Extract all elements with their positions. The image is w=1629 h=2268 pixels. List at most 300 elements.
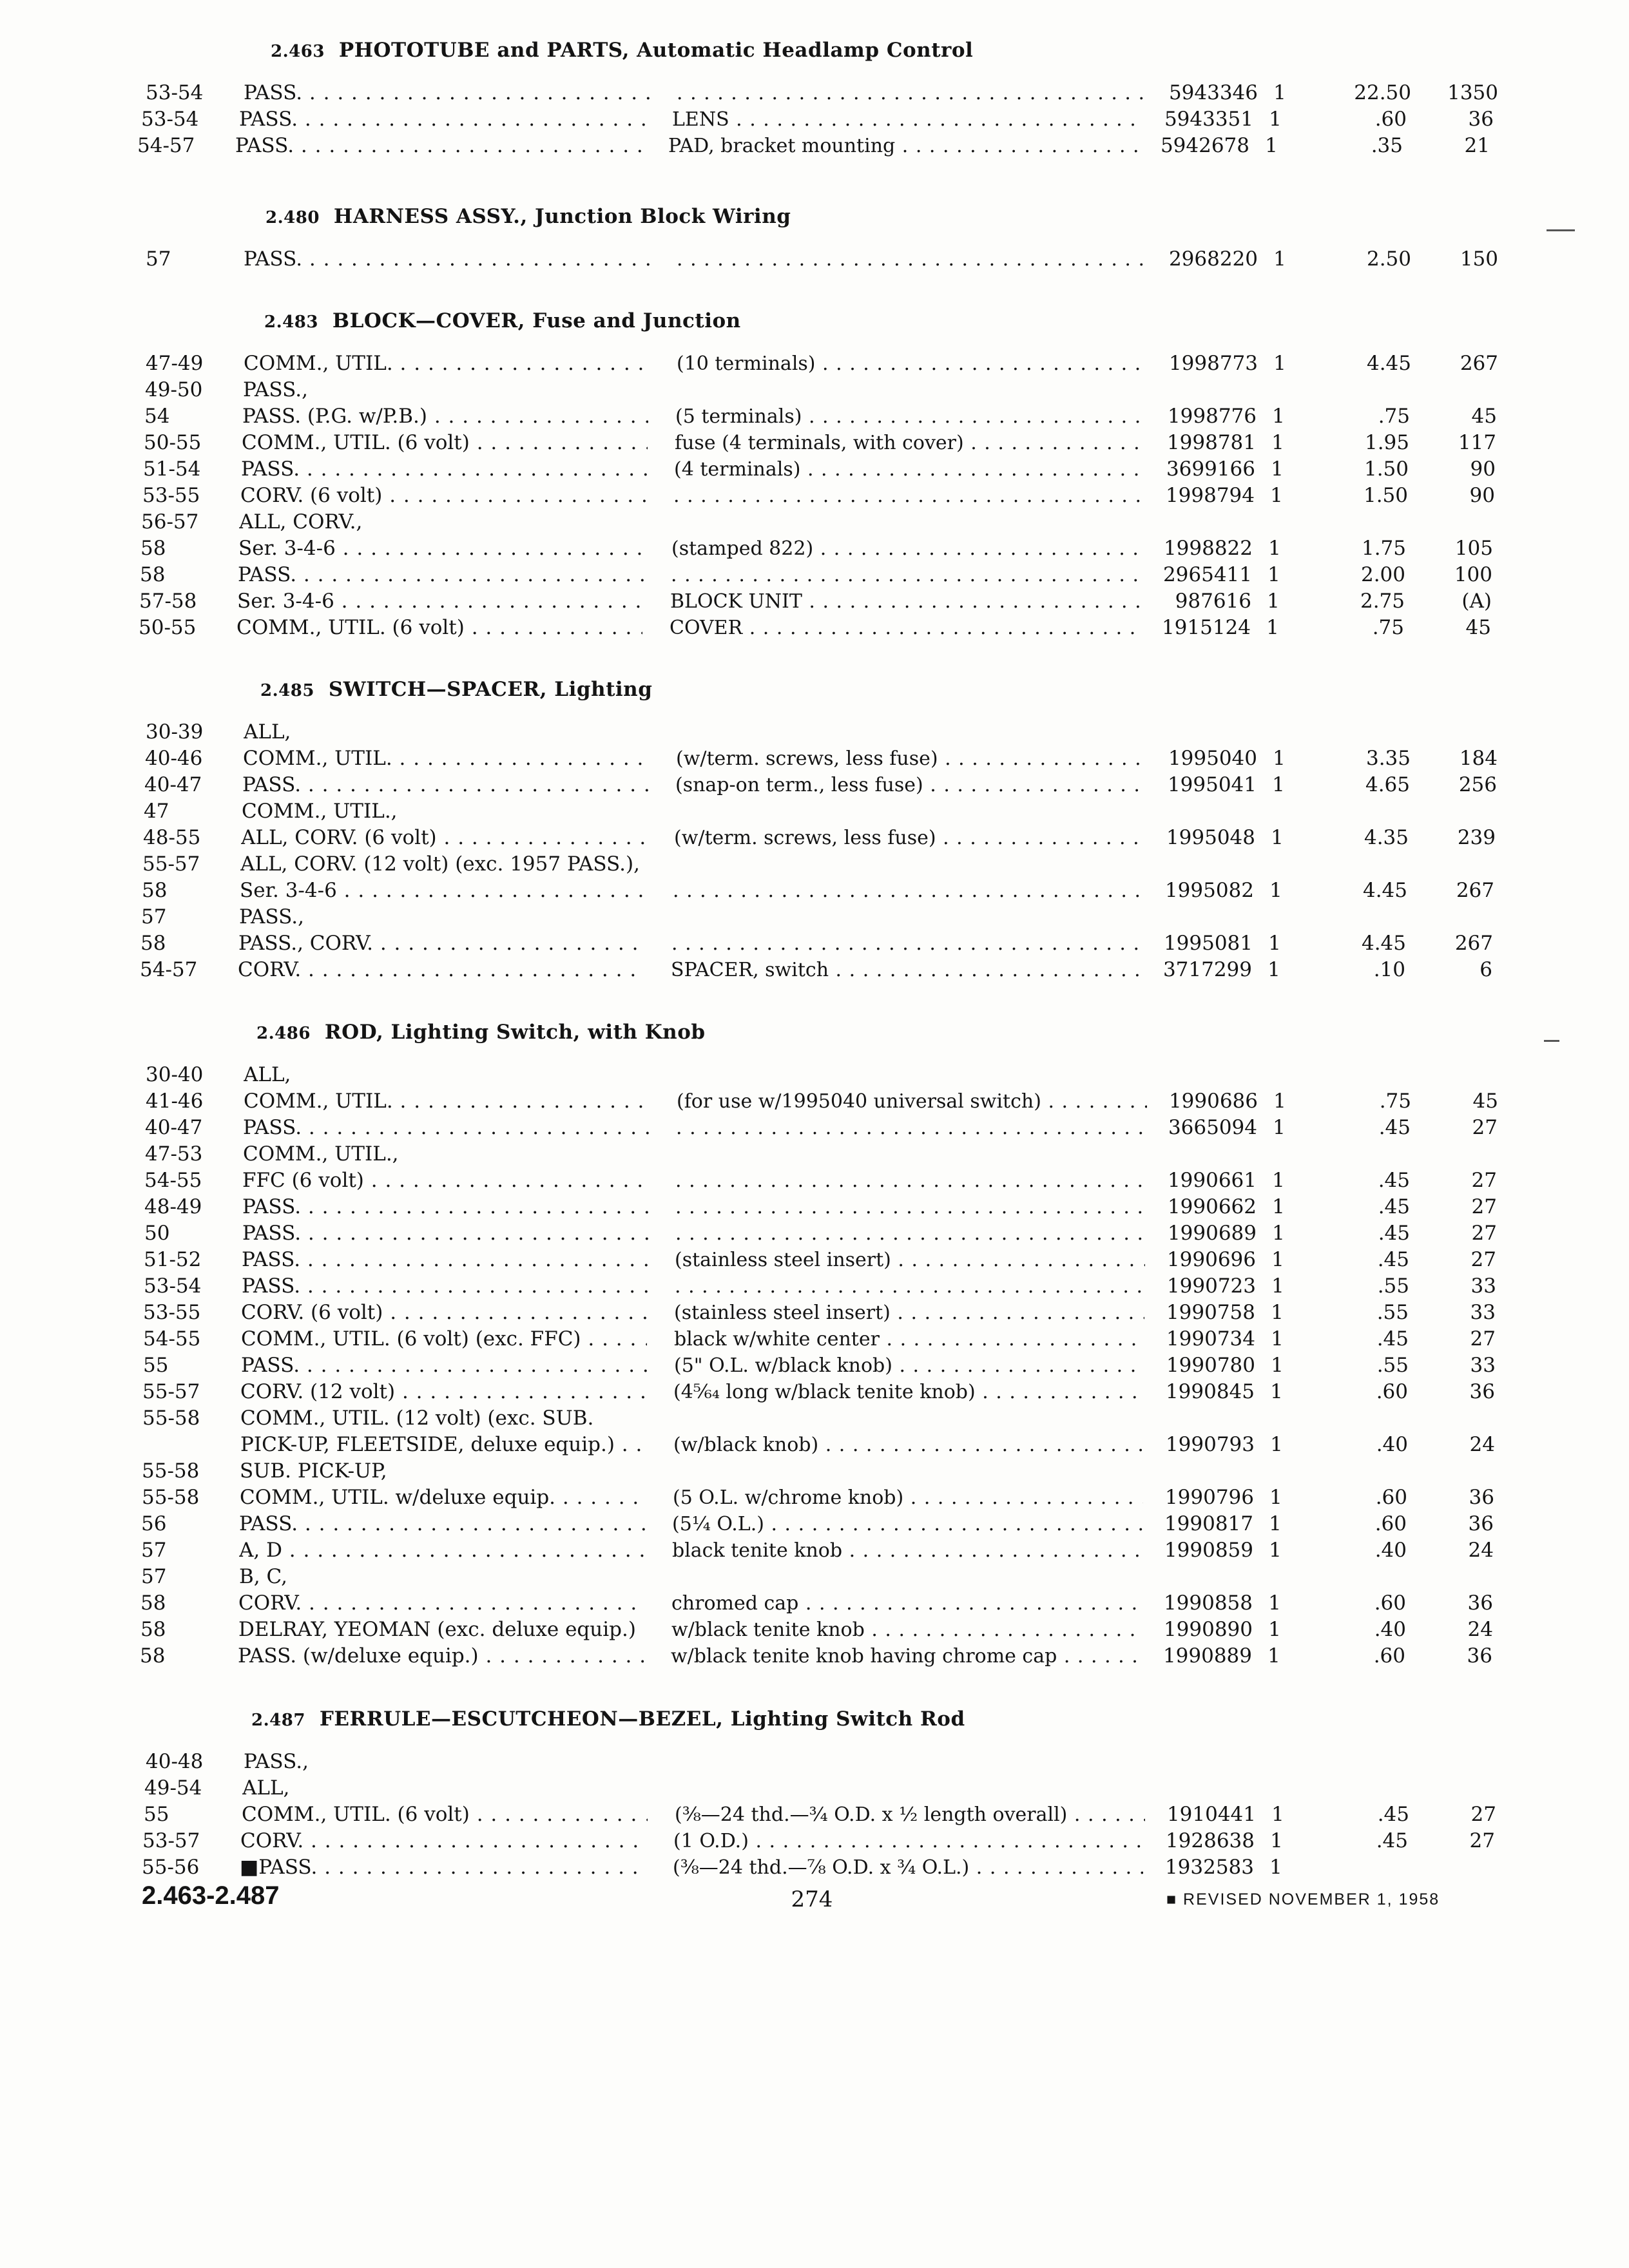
price: 1.50 xyxy=(1364,457,1409,481)
year-range: 57 xyxy=(141,1565,167,1588)
price: 2.75 xyxy=(1360,590,1405,613)
table-row xyxy=(0,1511,1624,1537)
table-row xyxy=(0,1194,1628,1220)
price: .60 xyxy=(1375,1486,1407,1509)
price: 4.45 xyxy=(1362,879,1407,902)
quantity: 1 xyxy=(1271,457,1284,481)
quantity: 1 xyxy=(1272,1169,1285,1192)
section-title: FERRULE—ESCUTCHEON—BEZEL, Lighting Switch Rod xyxy=(319,1707,965,1731)
section-title: SWITCH—SPACER, Lighting xyxy=(328,678,653,701)
year-range: 54-57 xyxy=(137,134,195,157)
year-range: 55-58 xyxy=(142,1486,200,1509)
table-row xyxy=(0,1352,1626,1379)
table-row xyxy=(0,878,1625,904)
quantity: 1 xyxy=(1269,879,1282,902)
section-number: 2.486 xyxy=(256,1024,311,1043)
price: .75 xyxy=(1378,405,1410,428)
section-number: 2.463 xyxy=(271,42,325,61)
description-cell: COVER . . . xyxy=(670,615,1140,641)
quantity: 1 xyxy=(1266,616,1279,639)
quantity: 1 xyxy=(1268,1618,1281,1641)
table-row xyxy=(0,798,1627,825)
model-cell: COMM., UTIL. (12 volt) (exc. SUB. xyxy=(240,1407,594,1430)
quantity: 1 xyxy=(1269,108,1282,131)
part-number: 1990845 xyxy=(1165,1380,1255,1403)
section-title: ROD, Lighting Switch, with Knob xyxy=(324,1021,706,1044)
quantity: 1 xyxy=(1271,1301,1284,1324)
price-code: 184 xyxy=(1459,747,1498,770)
part-number: 1990796 xyxy=(1164,1486,1254,1509)
price-code: 27 xyxy=(1471,1195,1497,1218)
table-row xyxy=(0,1802,1627,1828)
price: .75 xyxy=(1379,1090,1411,1113)
price-code: 256 xyxy=(1458,773,1497,796)
year-range: 47-53 xyxy=(145,1142,203,1166)
quantity: 1 xyxy=(1272,405,1285,428)
table-row xyxy=(0,1088,1629,1115)
quantity: 1 xyxy=(1269,1512,1282,1535)
model-cell: COMM., UTIL. (6 volt) . . . xyxy=(242,430,648,456)
table-row xyxy=(0,1168,1628,1194)
price: .55 xyxy=(1376,1354,1409,1377)
price: .60 xyxy=(1374,108,1407,131)
section-heading xyxy=(256,1021,706,1044)
footer-section-range: 2.463-2.487 xyxy=(142,1881,280,1910)
description-cell xyxy=(671,930,1142,957)
price: 1.50 xyxy=(1363,484,1408,507)
price-code: 105 xyxy=(1454,537,1493,560)
model-cell: PASS. (w/deluxe equip.) . . . xyxy=(238,1643,644,1669)
quantity: 1 xyxy=(1272,1195,1285,1218)
description-cell: (stamped 822) . . . xyxy=(671,535,1142,562)
table-row xyxy=(0,1432,1626,1458)
price: 4.65 xyxy=(1365,773,1410,796)
section-heading xyxy=(264,309,741,332)
part-number: 1990890 xyxy=(1163,1618,1253,1641)
price-code: 27 xyxy=(1472,1116,1498,1139)
part-number: 1995040 xyxy=(1168,747,1257,770)
model-cell: PASS. . . . xyxy=(241,456,647,483)
table-row xyxy=(0,133,1621,159)
price: .45 xyxy=(1378,1195,1410,1218)
price: .10 xyxy=(1373,958,1405,981)
year-range: 30-40 xyxy=(146,1063,204,1086)
price: .40 xyxy=(1374,1618,1406,1641)
description-cell: (5" O.L. w/black knob) . . . xyxy=(674,1352,1144,1379)
price: .45 xyxy=(1377,1803,1409,1826)
year-range: 49-54 xyxy=(144,1776,202,1800)
price: .55 xyxy=(1377,1274,1409,1298)
part-number: 2968220 xyxy=(1168,247,1258,271)
model-cell: PICK-UP, FLEETSIDE, deluxe equip.) . . . xyxy=(240,1432,646,1458)
table-row xyxy=(0,483,1626,509)
year-range: 55-56 xyxy=(142,1856,200,1879)
quantity: 1 xyxy=(1273,1090,1286,1113)
model-cell: COMM., UTIL. w/deluxe equip. . . . xyxy=(240,1485,646,1511)
price: .60 xyxy=(1374,1591,1406,1615)
year-range: 54 xyxy=(144,405,170,428)
year-range: 58 xyxy=(140,537,166,560)
part-number: 5943346 xyxy=(1168,81,1258,104)
description-cell: (1 O.D.) . . . xyxy=(673,1828,1144,1854)
model-cell: COMM., UTIL. (6 volt) . . . xyxy=(236,615,642,641)
price: .75 xyxy=(1372,616,1404,639)
table-row xyxy=(0,246,1629,273)
model-cell: COMM., UTIL., xyxy=(243,1142,399,1166)
quantity: 1 xyxy=(1271,1803,1284,1826)
model-cell: COMM., UTIL. . . . xyxy=(244,1088,650,1115)
table-row xyxy=(0,351,1629,377)
year-range: 55-58 xyxy=(142,1407,200,1430)
table-row xyxy=(0,588,1623,615)
model-cell: ■PASS. . . . xyxy=(240,1854,646,1881)
model-cell: PASS. . . . xyxy=(242,772,648,798)
model-cell: Ser. 3-4-6 . . . xyxy=(237,588,643,615)
quantity: 1 xyxy=(1268,932,1281,955)
price: .40 xyxy=(1376,1433,1408,1456)
description-cell: fuse (4 terminals, with cover) . . . xyxy=(675,430,1145,456)
price-code: 36 xyxy=(1467,1644,1492,1667)
price-code: 27 xyxy=(1470,1327,1496,1350)
price-code: 33 xyxy=(1470,1274,1496,1298)
table-row xyxy=(0,1643,1623,1669)
year-range: 40-47 xyxy=(144,773,202,796)
model-cell: A, D . . . xyxy=(239,1537,645,1564)
description-cell: black w/white center . . . xyxy=(674,1326,1144,1352)
part-number: 5943351 xyxy=(1164,108,1253,131)
description-cell: (4⁵⁄₆₄ long w/black tenite knob) . . . xyxy=(673,1379,1144,1405)
price-code: 36 xyxy=(1468,1512,1494,1535)
part-number: 1990859 xyxy=(1164,1539,1253,1562)
description-cell: w/black tenite knob having chrome cap . . . xyxy=(671,1643,1141,1669)
price-code: 21 xyxy=(1464,134,1490,157)
year-range: 58 xyxy=(140,1644,166,1667)
year-range: 53-57 xyxy=(142,1829,200,1852)
section-heading xyxy=(251,1707,965,1731)
price-code: 27 xyxy=(1471,1222,1497,1245)
table-row xyxy=(0,1564,1624,1590)
model-cell: PASS. . . . xyxy=(238,562,644,588)
model-cell: PASS., CORV. . . . xyxy=(238,930,644,957)
year-range: 40-48 xyxy=(146,1750,204,1773)
description-cell xyxy=(676,1115,1146,1141)
price: .55 xyxy=(1376,1301,1409,1324)
section-number: 2.483 xyxy=(264,312,318,332)
price-code: 27 xyxy=(1470,1803,1496,1826)
year-range: 58 xyxy=(140,932,166,955)
year-range: 54-55 xyxy=(144,1169,202,1192)
price-code: 117 xyxy=(1458,431,1496,454)
table-row xyxy=(0,535,1624,562)
model-cell: PASS. . . . xyxy=(239,106,645,133)
table-row xyxy=(0,1300,1626,1326)
price: .45 xyxy=(1376,1327,1409,1350)
part-number: 1990889 xyxy=(1162,1644,1252,1667)
part-number: 1990696 xyxy=(1166,1248,1256,1271)
price: .60 xyxy=(1376,1380,1408,1403)
model-cell: PASS. . . . xyxy=(244,80,650,106)
model-cell: COMM., UTIL. . . . xyxy=(243,745,649,772)
quantity: 1 xyxy=(1268,1591,1281,1615)
model-cell: PASS., xyxy=(244,1750,309,1773)
table-row xyxy=(0,1405,1626,1432)
margin-mark xyxy=(1544,1040,1559,1042)
part-number: 1998794 xyxy=(1165,484,1255,507)
quantity: 1 xyxy=(1272,1222,1285,1245)
description-cell: (4 terminals) . . . xyxy=(674,456,1144,483)
price-code: 24 xyxy=(1469,1433,1495,1456)
section-title: PHOTOTUBE and PARTS, Automatic Headlamp Control xyxy=(338,39,974,62)
part-number: 1990723 xyxy=(1166,1274,1256,1298)
model-cell: CORV. (6 volt) . . . xyxy=(240,483,646,509)
model-cell: PASS. . . . xyxy=(239,1511,645,1537)
table-row xyxy=(0,1247,1627,1273)
quantity: 1 xyxy=(1270,1433,1283,1456)
model-cell: DELRAY, YEOMAN (exc. deluxe equip.) . . . xyxy=(238,1617,644,1643)
model-cell: PASS. . . . xyxy=(235,133,641,159)
price: 2.50 xyxy=(1366,247,1411,271)
quantity: 1 xyxy=(1271,826,1284,849)
table-row xyxy=(0,509,1624,535)
price: 3.35 xyxy=(1365,747,1411,770)
description-cell xyxy=(675,1273,1145,1300)
description-cell xyxy=(677,80,1147,106)
price-code: 36 xyxy=(1467,1591,1493,1615)
description-cell xyxy=(675,1220,1146,1247)
model-cell: CORV. . . . xyxy=(240,1828,646,1854)
part-number: 1915124 xyxy=(1161,616,1251,639)
model-cell: PASS. . . . xyxy=(242,1194,648,1220)
part-number: 1998776 xyxy=(1167,405,1257,428)
year-range: 49-50 xyxy=(145,378,203,401)
description-cell xyxy=(677,246,1147,273)
quantity: 1 xyxy=(1267,590,1280,613)
quantity: 1 xyxy=(1271,1274,1284,1298)
price-code: 27 xyxy=(1471,1169,1497,1192)
year-range: 58 xyxy=(140,1591,166,1615)
description-cell: (stainless steel insert) . . . xyxy=(674,1300,1144,1326)
table-row xyxy=(0,1379,1626,1405)
part-number: 1990661 xyxy=(1167,1169,1257,1192)
part-number: 1990689 xyxy=(1167,1222,1257,1245)
year-range: 51-54 xyxy=(143,457,201,481)
description-cell: BLOCK UNIT . . . xyxy=(670,588,1141,615)
description-cell: (snap-on term., less fuse) . . . xyxy=(675,772,1146,798)
model-cell: FFC (6 volt) . . . xyxy=(242,1168,648,1194)
part-number: 1998822 xyxy=(1163,537,1253,560)
quantity: 1 xyxy=(1268,958,1280,981)
price-code: 100 xyxy=(1454,563,1492,586)
description-cell: chromed cap . . . xyxy=(671,1590,1142,1617)
description-cell xyxy=(671,562,1141,588)
year-range: 50-55 xyxy=(144,431,202,454)
description-cell: (w/black knob) . . . xyxy=(673,1432,1144,1458)
year-range: 50 xyxy=(144,1222,170,1245)
price-code: 27 xyxy=(1469,1829,1495,1852)
description-cell: (stainless steel insert) . . . xyxy=(675,1247,1145,1273)
price-code: 36 xyxy=(1469,1486,1494,1509)
part-number: 1995082 xyxy=(1164,879,1254,902)
quantity: 1 xyxy=(1273,352,1286,375)
year-range: 48-55 xyxy=(143,826,201,849)
price-code: 33 xyxy=(1470,1354,1496,1377)
price: 4.45 xyxy=(1361,932,1406,955)
section-number: 2.480 xyxy=(265,208,320,227)
model-cell: CORV. (6 volt) . . . xyxy=(241,1300,647,1326)
quantity: 1 xyxy=(1269,1486,1282,1509)
year-range: 58 xyxy=(142,879,168,902)
description-cell: (10 terminals) . . . xyxy=(677,351,1147,377)
part-number: 1998773 xyxy=(1168,352,1258,375)
price-code: (A) xyxy=(1461,590,1492,613)
part-number: 3699166 xyxy=(1166,457,1255,481)
price-code: 27 xyxy=(1470,1248,1496,1271)
price-code: 90 xyxy=(1470,457,1496,481)
part-number: 1932583 xyxy=(1164,1856,1254,1879)
quantity: 1 xyxy=(1269,1539,1282,1562)
table-row xyxy=(0,80,1629,106)
quantity: 1 xyxy=(1269,1856,1282,1879)
price-code: 24 xyxy=(1467,1618,1493,1641)
table-row xyxy=(0,377,1628,403)
price: 1.95 xyxy=(1364,431,1409,454)
model-cell: ALL, CORV. (6 volt) . . . xyxy=(241,825,647,851)
part-number: 1990734 xyxy=(1166,1327,1255,1350)
quantity: 1 xyxy=(1271,1354,1284,1377)
quantity: 1 xyxy=(1268,537,1281,560)
table-row xyxy=(0,562,1623,588)
part-number: 1928638 xyxy=(1165,1829,1255,1852)
table-row xyxy=(0,1854,1625,1881)
price: .45 xyxy=(1378,1169,1410,1192)
year-range: 40-46 xyxy=(145,747,203,770)
part-number: 1990662 xyxy=(1167,1195,1257,1218)
price: 2.00 xyxy=(1360,563,1405,586)
description-cell: (⅜—24 thd.—⅞ O.D. x ¾ O.L.) . . . xyxy=(673,1854,1143,1881)
table-row xyxy=(0,1326,1626,1352)
table-row xyxy=(0,403,1628,430)
table-row xyxy=(0,456,1626,483)
quantity: 1 xyxy=(1270,484,1283,507)
part-number: 987616 xyxy=(1175,590,1251,613)
price-code: 45 xyxy=(1471,405,1497,428)
model-cell: COMM., UTIL. (6 volt) (exc. FFC) . . . xyxy=(241,1326,647,1352)
model-cell: PASS., xyxy=(243,378,308,401)
year-range: 51-52 xyxy=(144,1248,202,1271)
price: .45 xyxy=(1377,1248,1409,1271)
quantity: 1 xyxy=(1271,1327,1284,1350)
part-number: 1990780 xyxy=(1166,1354,1255,1377)
footer-revised-date: ■ REVISED NOVEMBER 1, 1958 xyxy=(1166,1890,1440,1908)
table-row xyxy=(0,1141,1628,1168)
model-cell: PASS. . . . xyxy=(242,1247,648,1273)
section-heading xyxy=(271,39,973,62)
section-title: HARNESS ASSY., Junction Block Wiring xyxy=(333,205,791,228)
quantity: 1 xyxy=(1271,1248,1284,1271)
price-code: 33 xyxy=(1470,1301,1496,1324)
model-cell: PASS. . . . xyxy=(242,1273,648,1300)
price-code: 45 xyxy=(1472,1090,1498,1113)
table-row xyxy=(0,1485,1625,1511)
table-row xyxy=(0,1220,1628,1247)
model-cell: ALL, CORV., xyxy=(239,510,363,533)
description-cell xyxy=(673,483,1144,509)
part-number: 2965411 xyxy=(1162,563,1252,586)
quantity: 1 xyxy=(1268,563,1280,586)
year-range: 47 xyxy=(144,800,169,823)
year-range: 40-47 xyxy=(145,1116,203,1139)
part-number: 1995048 xyxy=(1166,826,1255,849)
table-row xyxy=(0,772,1628,798)
quantity: 1 xyxy=(1270,1380,1283,1403)
description-cell: w/black tenite knob . . . xyxy=(671,1617,1142,1643)
table-row xyxy=(0,1537,1624,1564)
year-range: 56 xyxy=(141,1512,167,1535)
year-range: 58 xyxy=(140,1618,166,1641)
year-range: 53-54 xyxy=(144,1274,202,1298)
year-range: 55 xyxy=(143,1354,169,1377)
year-range: 55 xyxy=(144,1803,169,1826)
table-row xyxy=(0,1617,1624,1643)
table-row xyxy=(0,1062,1629,1088)
model-cell: SUB. PICK-UP, xyxy=(240,1459,387,1483)
description-cell: PAD, bracket mounting . . . xyxy=(668,133,1139,159)
quantity: 1 xyxy=(1271,431,1284,454)
section-heading xyxy=(260,678,652,701)
price-code: 1350 xyxy=(1447,81,1498,104)
year-range: 58 xyxy=(140,563,166,586)
table-row xyxy=(0,1775,1628,1802)
section-heading xyxy=(265,205,791,228)
model-cell: CORV. (12 volt) . . . xyxy=(240,1379,646,1405)
section-number: 2.487 xyxy=(251,1711,305,1730)
model-cell: ALL, xyxy=(244,1063,291,1086)
table-row xyxy=(0,957,1623,983)
description-cell: (5 terminals) . . . xyxy=(675,403,1146,430)
price: 4.35 xyxy=(1364,826,1409,849)
part-number: 1990817 xyxy=(1164,1512,1253,1535)
price: .35 xyxy=(1371,134,1403,157)
part-number: 1990858 xyxy=(1163,1591,1253,1615)
price-code: 36 xyxy=(1469,1380,1495,1403)
year-range: 55-58 xyxy=(142,1459,200,1483)
year-range: 57 xyxy=(141,1539,167,1562)
description-cell: (for use w/1995040 universal switch) . . . xyxy=(677,1088,1147,1115)
price-code: 45 xyxy=(1465,616,1491,639)
quantity: 1 xyxy=(1270,1829,1283,1852)
table-row xyxy=(0,1273,1627,1300)
price: .45 xyxy=(1376,1829,1408,1852)
quantity: 1 xyxy=(1265,134,1278,157)
quantity: 1 xyxy=(1273,1116,1286,1139)
model-cell: PASS. . . . xyxy=(242,1220,648,1247)
description-cell: SPACER, switch . . . xyxy=(671,957,1141,983)
price-code: 150 xyxy=(1460,247,1498,271)
model-cell: ALL, CORV. (12 volt) (exc. 1957 PASS.), xyxy=(240,852,640,876)
price-code: 267 xyxy=(1456,879,1494,902)
quantity: 1 xyxy=(1273,747,1286,770)
price: .40 xyxy=(1374,1539,1407,1562)
table-row xyxy=(0,1115,1628,1141)
price: 1.75 xyxy=(1361,537,1406,560)
part-number: 1995041 xyxy=(1167,773,1257,796)
year-range: 50-55 xyxy=(139,616,197,639)
model-cell: COMM., UTIL., xyxy=(242,800,398,823)
part-number: 1998781 xyxy=(1166,431,1256,454)
table-row xyxy=(0,719,1629,745)
table-row xyxy=(0,825,1626,851)
part-number: 1990793 xyxy=(1165,1433,1255,1456)
